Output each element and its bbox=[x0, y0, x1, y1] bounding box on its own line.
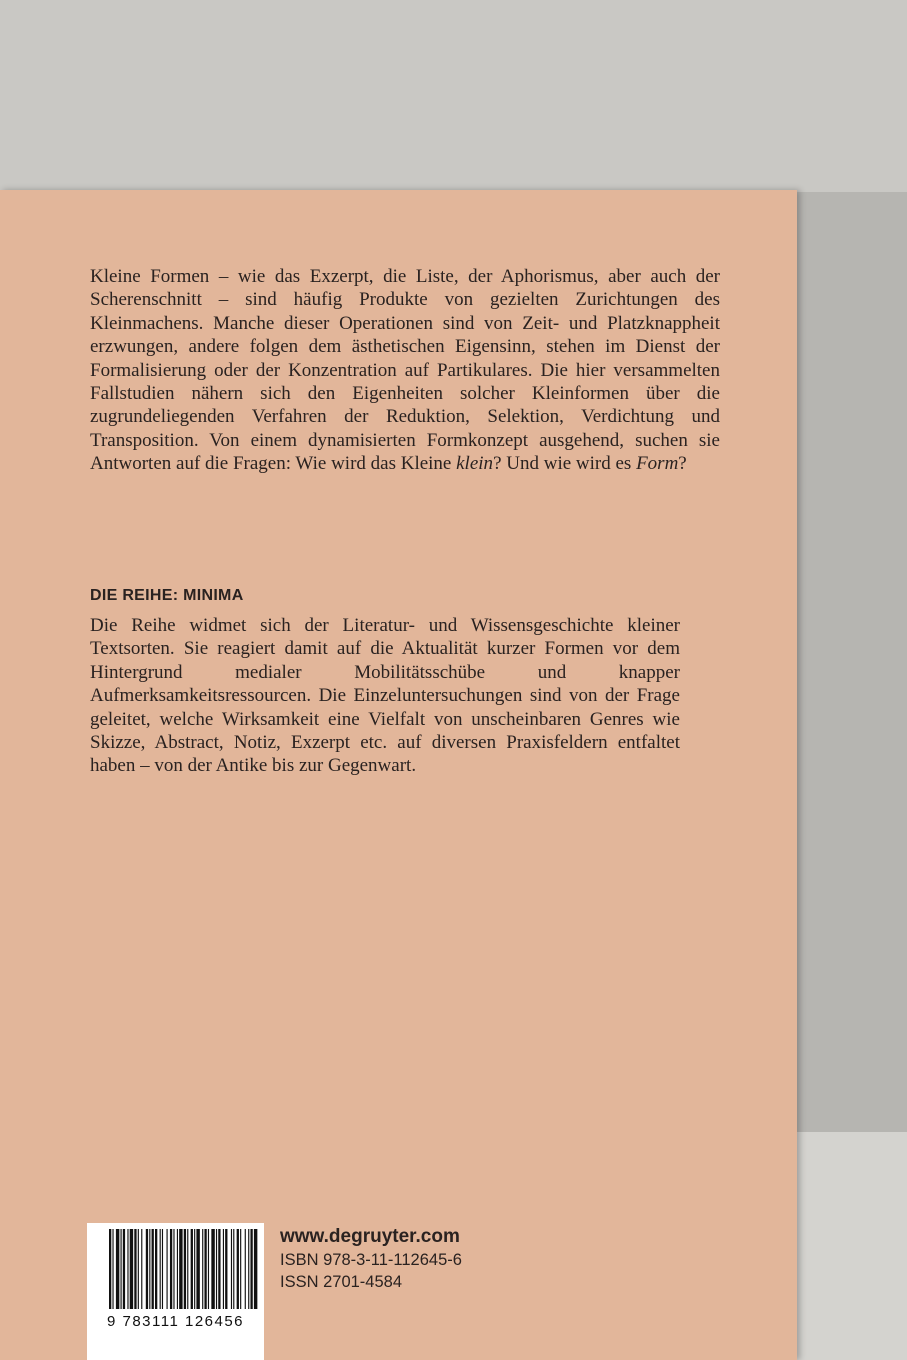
barcode-bar bbox=[149, 1229, 150, 1309]
barcode-bar bbox=[248, 1229, 249, 1309]
issn: ISSN 2701-4584 bbox=[280, 1273, 403, 1291]
blurb-italic-form: Form bbox=[636, 453, 679, 475]
barcode-bar bbox=[202, 1229, 203, 1309]
barcode-bar bbox=[211, 1229, 214, 1309]
barcode-bar bbox=[162, 1229, 163, 1309]
barcode-bar bbox=[254, 1229, 257, 1309]
barcode-bar bbox=[138, 1229, 139, 1309]
barcode-bar bbox=[240, 1229, 241, 1309]
barcode-bar bbox=[121, 1229, 122, 1309]
series-description: Die Reihe widmet sich der Literatur- und Wissensgeschichte kleiner Textsorten. Sie reagiert damit auf die Aktualität kurzer Formen vor dem Hintergrund medialer Mobilitätsschübe und knapper Aufmerksamkeitsressourcen. Die Einzeluntersuchungen sind von der Frage geleitet, welche Wirksamkeit eine Vielfalt von unscheinbaren Genres wie Skizze, Abstract, Notiz, Exzerpt etc. auf diversen Praxisfeldern entfaltet haben – von der Antike bis zur Gegenwart. bbox=[90, 615, 680, 777]
imprint bbox=[280, 1225, 462, 1293]
barcode-bar bbox=[134, 1229, 136, 1309]
barcode-bars bbox=[87, 1223, 264, 1360]
barcode-bar bbox=[231, 1229, 232, 1309]
barcode-bar bbox=[194, 1229, 195, 1309]
isbn: ISBN 978-3-11-112645-6 bbox=[280, 1251, 462, 1269]
blurb-part: ? bbox=[678, 453, 687, 475]
barcode bbox=[87, 1223, 264, 1360]
barcode-bar bbox=[196, 1229, 199, 1309]
series-heading: DIE REIHE: MINIMA bbox=[90, 587, 244, 604]
barcode-bar bbox=[225, 1229, 227, 1309]
barcode-bar bbox=[177, 1229, 178, 1309]
barcode-bar bbox=[127, 1229, 128, 1309]
barcode-bar bbox=[123, 1229, 125, 1309]
back-cover bbox=[0, 190, 797, 1360]
barcode-bar bbox=[170, 1229, 172, 1309]
barcode-bar bbox=[141, 1229, 142, 1309]
barcode-bar bbox=[187, 1229, 188, 1309]
barcode-bar bbox=[179, 1229, 182, 1309]
barcode-bar bbox=[184, 1229, 186, 1309]
barcode-bar bbox=[109, 1229, 111, 1309]
blurb-part: ? Und wie wird es bbox=[493, 453, 637, 475]
barcode-digits: 9 783111 126456 bbox=[106, 1313, 245, 1330]
back-shadow bbox=[795, 1132, 907, 1360]
back-panel bbox=[795, 192, 907, 1132]
blurb-part: Kleine Formen – wie das Exzerpt, die Liste, der Aphorismus, aber auch der Scherenschnitt – sind häufig Produkte von gezielten Zurichtungen des Kleinmachens. Manche dieser Operationen sind von Zeit- und Platzknappheit erzwungen, andere folgen dem ästhetischen Eigensinn, stehen im Dienst der Formalisierung oder der Konzentration auf Partikulares. Die hier versammelten Fallstudien nähern sich den Eigenheiten solcher Kleinformen über die zugrundeliegenden Verfahren der Reduktion, Selektion, Verdichtung und Transposition. Von einem dynamisierten Formkonzept ausgehend, suchen sie Antworten auf die Fragen: Wie wird das Kleine bbox=[90, 266, 720, 475]
barcode-bar bbox=[218, 1229, 220, 1309]
barcode-bar bbox=[245, 1229, 246, 1309]
barcode-bar bbox=[173, 1229, 174, 1309]
barcode-bar bbox=[160, 1229, 161, 1309]
barcode-bar bbox=[250, 1229, 252, 1309]
barcode-bar bbox=[237, 1229, 239, 1309]
barcode-bar bbox=[146, 1229, 148, 1309]
blurb-italic-klein: klein bbox=[456, 453, 494, 475]
publisher-url[interactable]: www.degruyter.com bbox=[280, 1226, 460, 1247]
barcode-bar bbox=[152, 1229, 154, 1309]
barcode-bar bbox=[223, 1229, 224, 1309]
barcode-bar bbox=[233, 1229, 234, 1309]
barcode-bar bbox=[216, 1229, 217, 1309]
barcode-bar bbox=[191, 1229, 193, 1309]
barcode-bar bbox=[167, 1229, 168, 1309]
barcode-bar bbox=[130, 1229, 133, 1309]
barcode-bar bbox=[208, 1229, 209, 1309]
barcode-bar bbox=[116, 1229, 119, 1309]
barcode-bar bbox=[112, 1229, 113, 1309]
barcode-bar bbox=[204, 1229, 206, 1309]
barcode-bar bbox=[155, 1229, 157, 1309]
blurb-text bbox=[90, 265, 720, 476]
